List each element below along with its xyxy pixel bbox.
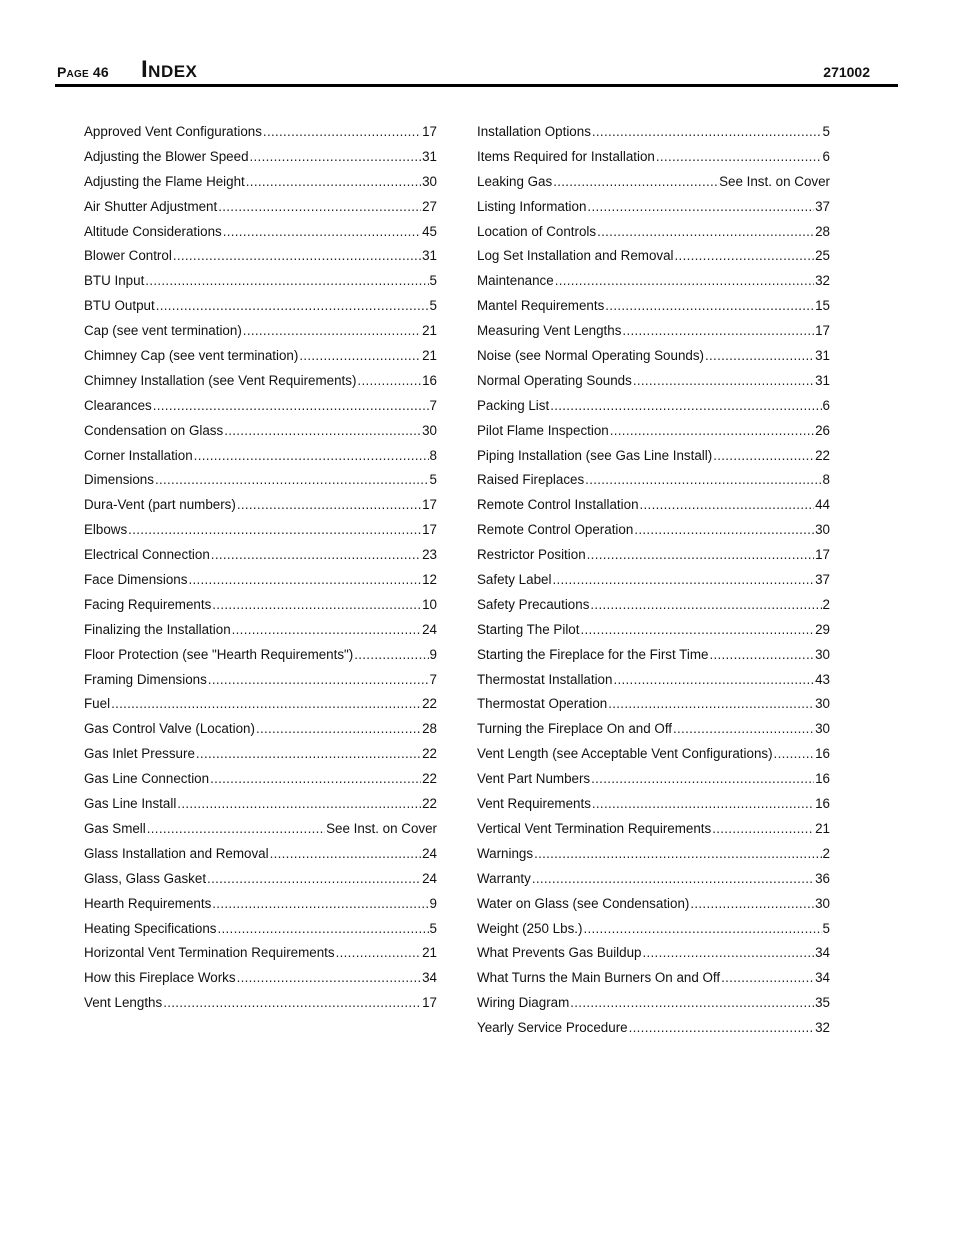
index-term: Vent Part Numbers	[477, 771, 591, 787]
index-entry	[84, 917, 437, 942]
index-entry	[477, 195, 830, 220]
dot-leader	[246, 170, 421, 195]
index-page-number: 26	[815, 422, 830, 438]
index-page-number: 21	[422, 348, 437, 364]
index-entry	[477, 842, 830, 867]
index-entry	[477, 767, 830, 792]
index-page-number: 31	[815, 372, 830, 388]
dot-leader	[250, 145, 422, 170]
index-page-number: 21	[422, 945, 437, 961]
index-entry	[84, 220, 437, 245]
index-entry	[477, 917, 830, 942]
index-page-number: 30	[422, 173, 437, 189]
index-page-number: 31	[422, 248, 437, 264]
index-term: Floor Protection (see "Hearth Requirements")	[84, 646, 354, 662]
dot-leader	[208, 668, 429, 693]
dot-leader	[587, 543, 814, 568]
index-term: Log Set Installation and Removal	[477, 248, 674, 264]
index-page-number: 37	[815, 572, 830, 588]
index-term: BTU Output	[84, 298, 155, 314]
index-page-number: 6	[822, 397, 830, 413]
index-page-number: See Inst. on Cover	[326, 820, 437, 836]
index-term: Adjusting the Flame Height	[84, 173, 245, 189]
dot-leader	[587, 195, 814, 220]
index-entry	[84, 319, 437, 344]
dot-leader	[690, 892, 814, 917]
index-entry	[84, 842, 437, 867]
dot-leader	[583, 917, 821, 942]
index-page-number: 6	[822, 148, 830, 164]
index-term: Leaking Gas	[477, 173, 553, 189]
dot-leader	[111, 692, 421, 717]
index-term: Electrical Connection	[84, 547, 210, 563]
dot-leader	[243, 319, 421, 344]
index-page-number: 7	[429, 397, 437, 413]
index-term: Normal Operating Sounds	[477, 372, 632, 388]
dot-leader	[705, 344, 814, 369]
index-page-number: 30	[815, 696, 830, 712]
index-term: Vent Requirements	[477, 796, 591, 812]
dot-leader	[173, 244, 421, 269]
index-term: Cap (see vent termination)	[84, 323, 242, 339]
dot-leader	[656, 145, 822, 170]
index-page-number: 8	[429, 447, 437, 463]
index-entry	[477, 244, 830, 269]
dot-leader	[232, 618, 421, 643]
dot-leader	[128, 518, 421, 543]
dot-leader	[256, 717, 421, 742]
index-page-number: 5	[429, 298, 437, 314]
dot-leader	[721, 966, 814, 991]
index-entry	[84, 244, 437, 269]
index-term: Gas Line Install	[84, 796, 177, 812]
index-entry	[477, 717, 830, 742]
index-term: Yearly Service Procedure	[477, 1020, 628, 1036]
index-term: Turning the Fireplace On and Off	[477, 721, 673, 737]
index-entry	[84, 394, 437, 419]
index-entry	[84, 269, 437, 294]
dot-leader	[532, 867, 814, 892]
index-entry	[477, 892, 830, 917]
index-page-number: 17	[422, 995, 437, 1011]
index-entry	[477, 593, 830, 618]
index-entry	[84, 618, 437, 643]
index-term: Condensation on Glass	[84, 422, 224, 438]
index-term: Gas Control Valve (Location)	[84, 721, 255, 737]
index-page-number: 35	[815, 995, 830, 1011]
index-entry	[84, 195, 437, 220]
index-entry	[84, 593, 437, 618]
index-page-number: 34	[422, 970, 437, 986]
index-column-right	[477, 120, 830, 1041]
index-term: Packing List	[477, 397, 550, 413]
index-entry	[84, 568, 437, 593]
index-entry	[84, 419, 437, 444]
index-term: Gas Smell	[84, 820, 146, 836]
index-page-number: 34	[815, 945, 830, 961]
dot-leader	[153, 394, 429, 419]
index-term: Vent Length (see Acceptable Vent Configurations)	[477, 746, 773, 762]
index-page-number: 16	[422, 372, 437, 388]
index-entry	[477, 618, 830, 643]
index-term: Corner Installation	[84, 447, 193, 463]
index-entry	[477, 543, 830, 568]
dot-leader	[237, 493, 421, 518]
dot-leader	[774, 742, 815, 767]
index-entry	[477, 867, 830, 892]
dot-leader	[263, 120, 421, 145]
index-page-number: 30	[815, 895, 830, 911]
dot-leader	[211, 543, 421, 568]
index-term: Measuring Vent Lengths	[477, 323, 622, 339]
dot-leader	[610, 419, 814, 444]
index-term: Heating Specifications	[84, 920, 217, 936]
index-term: Chimney Installation (see Vent Requirements)	[84, 372, 357, 388]
dot-leader	[177, 792, 421, 817]
index-entry	[477, 120, 830, 145]
index-term: Location of Controls	[477, 223, 597, 239]
index-entry	[477, 742, 830, 767]
index-term: Remote Control Installation	[477, 497, 639, 513]
index-entry	[84, 468, 437, 493]
index-term: Hearth Requirements	[84, 895, 212, 911]
index-page-number: 28	[815, 223, 830, 239]
index-entry	[477, 319, 830, 344]
dot-leader	[196, 742, 421, 767]
index-term: BTU Input	[84, 273, 145, 289]
index-page-number: 27	[422, 198, 437, 214]
index-term: Facing Requirements	[84, 596, 212, 612]
index-term: Weight (250 Lbs.)	[477, 920, 583, 936]
index-entry	[84, 543, 437, 568]
dot-leader	[534, 842, 821, 867]
dot-leader	[156, 294, 429, 319]
dot-leader	[270, 842, 422, 867]
index-entry	[477, 941, 830, 966]
dot-leader	[580, 618, 814, 643]
index-term: Glass, Glass Gasket	[84, 870, 207, 886]
dot-leader	[622, 319, 814, 344]
index-page-number: 5	[429, 273, 437, 289]
dot-leader	[643, 941, 815, 966]
index-page-number: 24	[422, 621, 437, 637]
index-term: Maintenance	[477, 273, 554, 289]
index-term: Vent Lengths	[84, 995, 163, 1011]
index-term: Finalizing the Installation	[84, 621, 231, 637]
index-page-number: 17	[815, 547, 830, 563]
index-page-number: 30	[815, 721, 830, 737]
dot-leader	[629, 1016, 814, 1041]
index-entry	[477, 668, 830, 693]
index-entry	[84, 493, 437, 518]
dot-leader	[673, 717, 814, 742]
index-entry	[84, 444, 437, 469]
index-term: Framing Dimensions	[84, 671, 207, 687]
index-term: Approved Vent Configurations	[84, 124, 262, 139]
index-entry	[477, 145, 830, 170]
dot-leader	[633, 369, 814, 394]
index-entry	[477, 468, 830, 493]
dot-leader	[357, 369, 421, 394]
index-term: Items Required for Installation	[477, 148, 655, 164]
index-term: Warnings	[477, 845, 534, 861]
index-term: Horizontal Vent Termination Requirements	[84, 945, 335, 961]
index-page-number: 44	[815, 497, 830, 513]
index-page-number: 23	[422, 547, 437, 563]
dot-leader	[207, 867, 421, 892]
dot-leader	[188, 568, 421, 593]
index-entry	[84, 518, 437, 543]
index-term: Water on Glass (see Condensation)	[477, 895, 690, 911]
dot-leader	[591, 767, 814, 792]
dot-leader	[212, 593, 421, 618]
index-term: How this Fireplace Works	[84, 970, 236, 986]
index-page-number: 43	[815, 671, 830, 687]
index-term: What Prevents Gas Buildup	[477, 945, 642, 961]
index-page-number: 5	[822, 124, 830, 139]
index-page-number: 28	[422, 721, 437, 737]
index-page-number: 17	[422, 124, 437, 139]
index-page-number: 17	[815, 323, 830, 339]
index-term: Warranty	[477, 870, 531, 886]
index-term: Starting the Fireplace for the First Time	[477, 646, 709, 662]
index-entry	[477, 792, 830, 817]
index-term: Dimensions	[84, 472, 154, 488]
index-page-number: 5	[822, 920, 830, 936]
dot-leader	[640, 493, 815, 518]
index-term: Piping Installation (see Gas Line Install)	[477, 447, 713, 463]
dot-leader	[552, 568, 814, 593]
index-term: Fuel	[84, 696, 111, 712]
index-entry	[84, 767, 437, 792]
index-term: Safety Precautions	[477, 596, 590, 612]
dot-leader	[605, 294, 814, 319]
index-page-number: 16	[815, 796, 830, 812]
dot-leader	[555, 269, 814, 294]
index-entry	[84, 344, 437, 369]
page-number-label: Page 46	[57, 64, 109, 80]
index-entry	[477, 518, 830, 543]
page-header	[55, 56, 898, 87]
index-entry	[84, 717, 437, 742]
dot-leader	[592, 120, 822, 145]
index-term: Gas Inlet Pressure	[84, 746, 195, 762]
index-entry	[84, 369, 437, 394]
dot-leader	[354, 643, 428, 668]
index-page-number: 34	[815, 970, 830, 986]
index-page-number: 22	[422, 746, 437, 762]
index-page-number: 32	[815, 1020, 830, 1036]
index-term: Face Dimensions	[84, 572, 188, 588]
index-entry	[84, 145, 437, 170]
index-entry	[84, 817, 437, 842]
index-entry	[84, 742, 437, 767]
index-entry	[477, 692, 830, 717]
index-page-number: 17	[422, 522, 437, 538]
index-term: Chimney Cap (see vent termination)	[84, 348, 299, 364]
dot-leader	[210, 767, 421, 792]
index-entry	[477, 394, 830, 419]
index-page-number: 9	[429, 895, 437, 911]
index-page-number: 36	[815, 870, 830, 886]
index-term: Raised Fireplaces	[477, 472, 585, 488]
dot-leader	[590, 593, 821, 618]
index-term: Dura-Vent (part numbers)	[84, 497, 236, 513]
index-entry	[477, 643, 830, 668]
index-entry	[84, 643, 437, 668]
index-page-number: 17	[422, 497, 437, 513]
dot-leader	[675, 244, 815, 269]
index-page-number: 8	[822, 472, 830, 488]
index-page-number: 32	[815, 273, 830, 289]
index-page-number: 24	[422, 870, 437, 886]
dot-leader	[634, 518, 814, 543]
index-page-number: 29	[815, 621, 830, 637]
index-page-number: 12	[422, 572, 437, 588]
index-page-number: 31	[815, 348, 830, 364]
dot-leader	[553, 170, 718, 195]
index-term: Restrictor Position	[477, 547, 586, 563]
dot-leader	[237, 966, 422, 991]
dot-leader	[299, 344, 421, 369]
index-page-number: 16	[815, 746, 830, 762]
dot-leader	[592, 792, 814, 817]
index-entry	[477, 817, 830, 842]
dot-leader	[713, 444, 814, 469]
index-page-number: 5	[429, 920, 437, 936]
dot-leader	[212, 892, 428, 917]
index-entry	[84, 892, 437, 917]
index-entry	[477, 294, 830, 319]
index-entry	[84, 692, 437, 717]
index-page-number: 31	[422, 148, 437, 164]
index-entry	[84, 941, 437, 966]
index-entry	[84, 991, 437, 1016]
index-entry	[84, 792, 437, 817]
index-page-number: 15	[815, 298, 830, 314]
index-page-number: 30	[815, 522, 830, 538]
index-entry	[477, 269, 830, 294]
index-entry	[477, 568, 830, 593]
index-entry	[477, 991, 830, 1016]
index-entry	[477, 1016, 830, 1041]
index-page-number: 22	[422, 696, 437, 712]
index-page-number: 45	[422, 223, 437, 239]
index-entry	[84, 294, 437, 319]
index-term: Thermostat Installation	[477, 671, 613, 687]
dot-leader	[608, 692, 814, 717]
index-term: Safety Label	[477, 572, 552, 588]
index-term: What Turns the Main Burners On and Off	[477, 970, 721, 986]
dot-leader	[218, 195, 421, 220]
index-entry	[477, 220, 830, 245]
index-page-number: See Inst. on Cover	[719, 173, 830, 189]
index-page-number: 30	[815, 646, 830, 662]
index-term: Installation Options	[477, 124, 591, 139]
index-page-number: 21	[422, 323, 437, 339]
index-term: Thermostat Operation	[477, 696, 608, 712]
index-entry	[477, 493, 830, 518]
index-term: Clearances	[84, 397, 152, 413]
index-term: Altitude Considerations	[84, 223, 222, 239]
index-page-number: 25	[815, 248, 830, 264]
index-term: Listing Information	[477, 198, 587, 214]
dot-leader	[224, 419, 421, 444]
index-term: Remote Control Operation	[477, 522, 634, 538]
index-page-number: 16	[815, 771, 830, 787]
index-term: Noise (see Normal Operating Sounds)	[477, 348, 705, 364]
index-entry	[84, 120, 437, 145]
index-term: Adjusting the Blower Speed	[84, 148, 249, 164]
index-term: Mantel Requirements	[477, 298, 605, 314]
index-page-number: 21	[815, 820, 830, 836]
dot-leader	[218, 917, 429, 942]
dot-leader	[194, 444, 429, 469]
dot-leader	[570, 991, 814, 1016]
index-entry	[477, 419, 830, 444]
index-page-number: 37	[815, 198, 830, 214]
dot-leader	[709, 643, 814, 668]
dot-leader	[585, 468, 821, 493]
index-page-number: 10	[422, 596, 437, 612]
index-term: Elbows	[84, 522, 128, 538]
index-entry	[477, 369, 830, 394]
index-entry	[84, 867, 437, 892]
index-term: Wiring Diagram	[477, 995, 570, 1011]
dot-leader	[712, 817, 814, 842]
index-entry	[84, 668, 437, 693]
index-term: Blower Control	[84, 248, 172, 264]
dot-leader	[550, 394, 821, 419]
index-page-number: 30	[422, 422, 437, 438]
index-page-number: 9	[429, 646, 437, 662]
dot-leader	[145, 269, 428, 294]
dot-leader	[613, 668, 814, 693]
index-term: Vertical Vent Termination Requirements	[477, 820, 712, 836]
index-term: Gas Line Connection	[84, 771, 210, 787]
index-term: Air Shutter Adjustment	[84, 198, 218, 214]
index-page-number: 7	[429, 671, 437, 687]
index-page-number: 22	[422, 771, 437, 787]
index-entry	[477, 344, 830, 369]
index-entry	[84, 966, 437, 991]
dot-leader	[597, 220, 814, 245]
index-page-number: 5	[429, 472, 437, 488]
dot-leader	[163, 991, 421, 1016]
dot-leader	[155, 468, 429, 493]
index-page-number: 22	[815, 447, 830, 463]
dot-leader	[336, 941, 422, 966]
index-entry	[84, 170, 437, 195]
index-entry	[477, 170, 830, 195]
page-title: Index	[141, 56, 198, 83]
index-entry	[477, 966, 830, 991]
index-page-number: 2	[822, 596, 830, 612]
index-page-number: 22	[422, 796, 437, 812]
index-term: Glass Installation and Removal	[84, 845, 269, 861]
index-page-number: 24	[422, 845, 437, 861]
index-term: Pilot Flame Inspection	[477, 422, 609, 438]
index-entry	[477, 444, 830, 469]
index-term: Starting The Pilot	[477, 621, 580, 637]
dot-leader	[147, 817, 325, 842]
dot-leader	[223, 220, 421, 245]
document-number: 271002	[823, 64, 870, 80]
index-page-number: 2	[822, 845, 830, 861]
index-column-left	[84, 120, 437, 1016]
